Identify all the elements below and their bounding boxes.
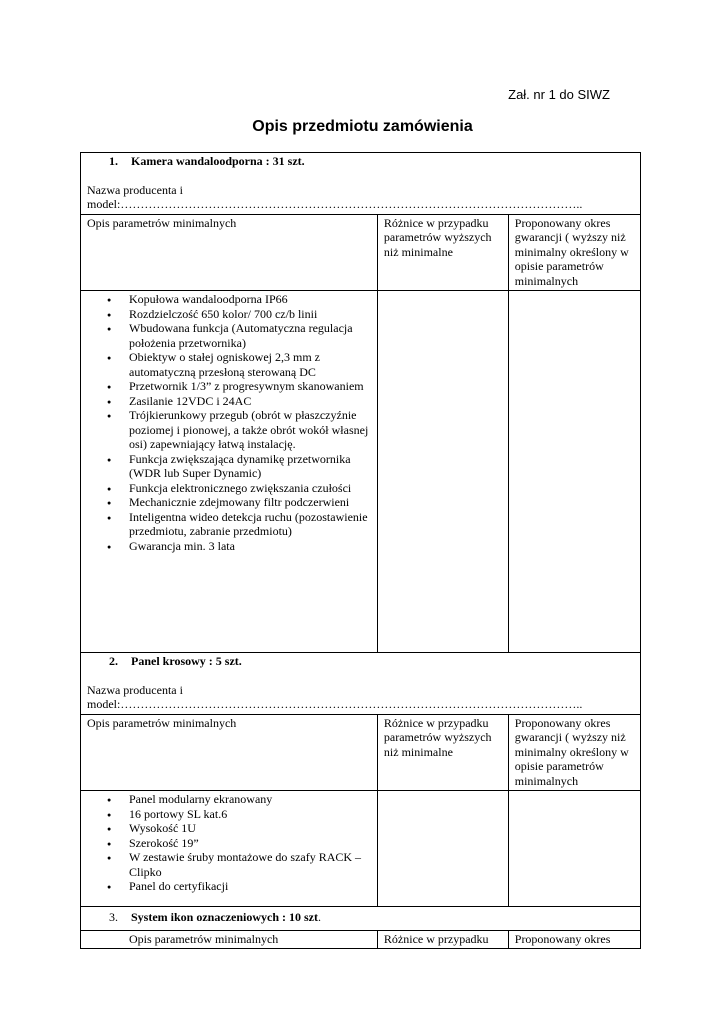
section-2-columns-row xyxy=(81,714,641,791)
list-item: ● Wbudowana funkcja (Automatyczna regulacja położenia przetwornika) xyxy=(129,321,371,350)
section-1-warranty-cell[interactable] xyxy=(508,291,640,653)
column-differences-header: Różnice w przypadku parametrów wyższych niż minimalne xyxy=(377,214,508,291)
section-2-items-list xyxy=(87,792,371,894)
column-warranty-header: Proponowany okres gwarancji ( wyższy niż minimalny określony w opisie parametrów minimalnych xyxy=(508,214,640,291)
list-item: ● Obiektyw o stałej ogniskowej 2,3 mm z automatyczną przesłoną sterowaną DC xyxy=(129,350,371,379)
section-1-model-line: model:…………………………………………………………………………………………………….. xyxy=(87,197,583,211)
column-params-header: Opis parametrów minimalnych xyxy=(81,214,378,291)
list-item: ● Zasilanie 12VDC i 24AC xyxy=(129,394,371,409)
section-3-header-row xyxy=(81,907,641,931)
section-2-items-cell xyxy=(81,791,378,907)
section-2-model-line: model:…………………………………………………………………………………………………….. xyxy=(87,697,583,711)
section-3-columns-row xyxy=(81,930,641,949)
section-2-name: Panel krosowy : 5 szt. xyxy=(131,654,242,668)
list-item: ● Funkcja zwiększająca dynamikę przetwornika (WDR lub Super Dynamic) xyxy=(129,452,371,481)
section-1-items-list xyxy=(87,292,371,553)
section-1-items-row xyxy=(81,291,641,653)
list-item: ● Panel do certyfikacji xyxy=(129,879,371,894)
column-warranty-header: Proponowany okres gwarancji ( wyższy niż minimalny określony w opisie parametrów minimalnych xyxy=(508,714,640,791)
section-2-warranty-cell[interactable] xyxy=(508,791,640,907)
section-1-columns-row xyxy=(81,214,641,291)
section-3-name: System ikon oznaczeniowych : 10 szt xyxy=(131,910,318,924)
section-1-header xyxy=(81,153,641,215)
list-item: ● Rozdzielczość 650 kolor/ 700 cz/b linii xyxy=(129,307,371,322)
section-2-producer-label: Nazwa producenta i xyxy=(87,682,183,697)
section-2-differences-cell[interactable] xyxy=(377,791,508,907)
section-2-header-row xyxy=(81,653,641,715)
list-item: ● 16 portowy SL kat.6 xyxy=(129,807,371,822)
section-2-items-row xyxy=(81,791,641,907)
column-differences-header: Różnice w przypadku parametrów wyższych niż minimalne xyxy=(377,714,508,791)
section-3-number: 3. xyxy=(109,910,118,924)
section-3-name-suffix: . xyxy=(317,910,321,924)
section-3-params-header: Opis parametrów minimalnych xyxy=(81,930,378,949)
list-item: ● Panel modularny ekranowany xyxy=(129,792,371,807)
section-2-header xyxy=(81,653,641,715)
section-3-warranty-header: Proponowany okres xyxy=(508,930,640,949)
section-1-items-cell xyxy=(81,291,378,653)
section-3-differences-header: Różnice w przypadku xyxy=(377,930,508,949)
list-item: ● Mechanicznie zdejmowany filtr podczerwieni xyxy=(129,495,371,510)
list-item: ● W zestawie śruby montażowe do szafy RACK – Clipko xyxy=(129,850,371,879)
list-item: ● Przetwornik 1/3” z progresywnym skanowaniem xyxy=(129,379,371,394)
list-item: ● Kopułowa wandaloodporna IP66 xyxy=(129,292,371,307)
section-2-number: 2. xyxy=(109,654,118,668)
specification-table xyxy=(80,152,641,949)
section-1-producer-label: Nazwa producenta i xyxy=(87,182,183,197)
section-3-header xyxy=(81,907,641,931)
list-item: ● Trójkierunkowy przegub (obrót w płaszczyźnie poziomej i pionowej, a także obrót wokół własnej osi) zapewniający łatwą instalację. xyxy=(129,408,371,452)
column-params-header: Opis parametrów minimalnych xyxy=(81,714,378,791)
attachment-label: Zał. nr 1 do SIWZ xyxy=(508,87,610,102)
section-1-name: Kamera wandaloodporna : 31 szt. xyxy=(131,154,305,168)
page-title: Opis przedmiotu zamówienia xyxy=(252,118,473,135)
section-1-differences-cell[interactable] xyxy=(377,291,508,653)
section-1-header-row xyxy=(81,153,641,215)
list-item: ● Szerokość 19” xyxy=(129,836,371,851)
list-item: ● Inteligentna wideo detekcja ruchu (pozostawienie przedmiotu, zabranie przedmiotu) xyxy=(129,510,371,539)
list-item: ● Wysokość 1U xyxy=(129,821,371,836)
list-item: ● Funkcja elektronicznego zwiększania czułości xyxy=(129,481,371,496)
list-item: ● Gwarancja min. 3 lata xyxy=(129,539,371,554)
section-1-number: 1. xyxy=(109,154,118,168)
